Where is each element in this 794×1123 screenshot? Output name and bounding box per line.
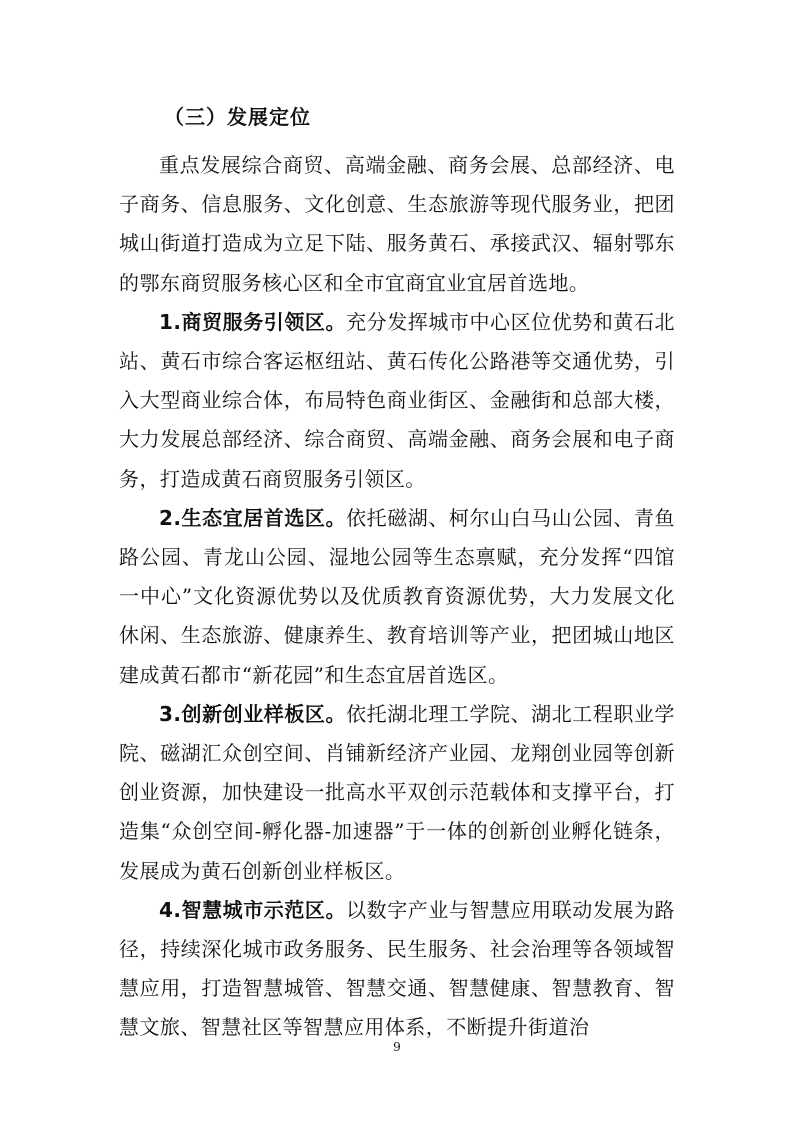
- body-text: [119, 146, 675, 1048]
- paragraph-ecology: [119, 499, 675, 695]
- paragraph-innovation: [119, 695, 675, 891]
- paragraph-body: 以数字产业与智慧应用联动发展为路径，持续深化城市政务服务、民生服务、社会治理等各领域智慧应用，打造智慧城管、智慧交通、智慧健康、智慧教育、智慧文旅、智慧社区等智慧应用体系，不断提升街道治: [119, 897, 676, 1040]
- paragraph-body: 充分发挥城市中心区位优势和黄石北站、黄石市综合客运枢纽站、黄石传化公路港等交通优势，引入大型商业综合体，布局特色商业街区、金融街和总部大楼，大力发展总部经济、综合商贸、高端金融、商务会展和电子商务，打造成黄石商贸服务引领区。: [119, 309, 676, 491]
- paragraph-body: 依托磁湖、柯尔山白马山公园、青鱼路公园、青龙山公园、湿地公园等生态禀赋，充分发挥“四馆一中心”文化资源优势以及优质教育资源优势，大力发展文化休闲、生态旅游、健康养生、教育培训等产业，把团城山地区建成黄石都市“新花园”和生态宜居首选区。: [119, 505, 676, 687]
- paragraph-lead: 4.智慧城市示范区。: [159, 897, 347, 922]
- paragraph-body: 依托湖北理工学院、湖北工程职业学院、磁湖汇众创空间、肖铺新经济产业园、龙翔创业园等创新创业资源，加快建设一批高水平双创示范载体和支撑平台，打造集“众创空间-孵化器-加速器”于一体的创新创业孵化链条，发展成为黄石创新创业样板区。: [119, 701, 676, 883]
- paragraph-lead: 2.生态宜居首选区。: [159, 505, 347, 530]
- paragraph-commerce: [119, 303, 675, 499]
- paragraph-lead: 1.商贸服务引领区。: [159, 309, 347, 334]
- intro-paragraph: 重点发展综合商贸、高端金融、商务会展、总部经济、电子商务、信息服务、文化创意、生态旅游等现代服务业，把团城山街道打造成为立足下陆、服务黄石、承接武汉、辐射鄂东的鄂东商贸服务核心区和全市宜商宜业宜居首选地。: [119, 153, 675, 295]
- paragraph-smart-city: [119, 891, 675, 1048]
- paragraph-lead: 3.创新创业样板区。: [159, 701, 347, 726]
- page-number: 9: [393, 1040, 401, 1054]
- section-heading: （三）发展定位: [164, 105, 311, 129]
